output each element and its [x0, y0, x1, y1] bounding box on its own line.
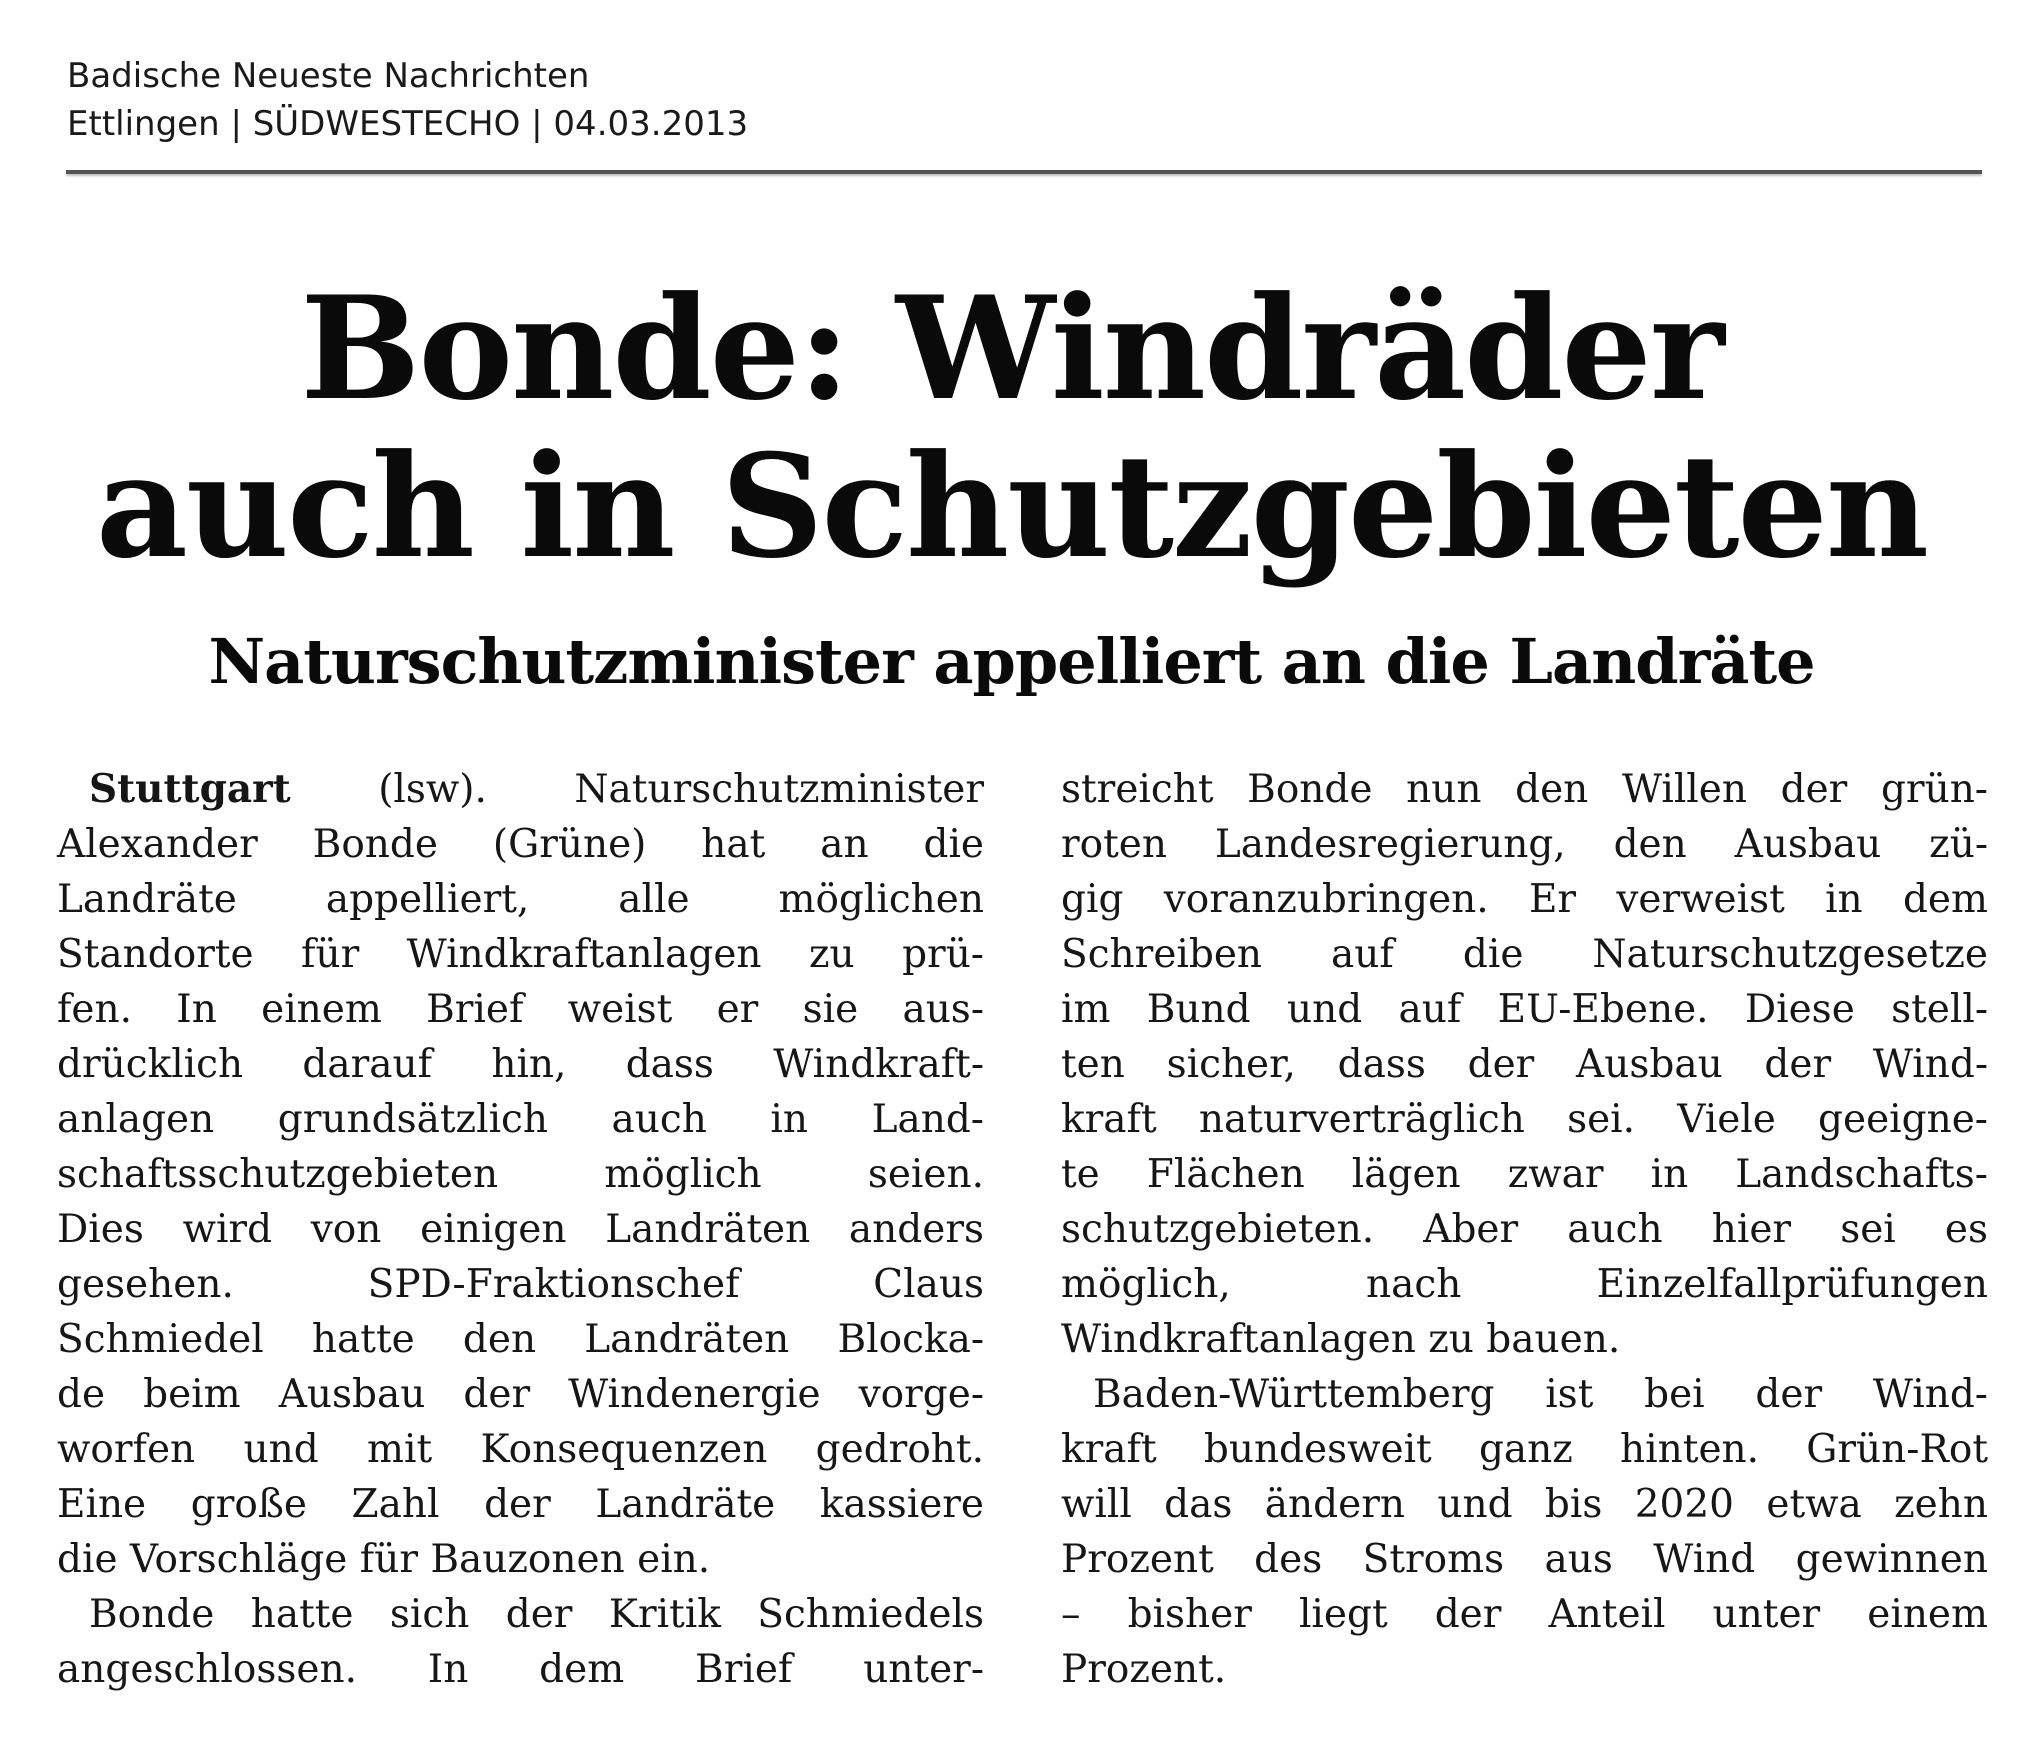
article-column-right [1061, 762, 1988, 1697]
body-line: kraft bundesweit ganz hinten. Grün-Rot [1061, 1427, 1988, 1472]
body-line: drücklich darauf hin, dass Windkraft- [57, 1042, 984, 1087]
source-header [67, 52, 748, 148]
body-line: anlagen grundsätzlich auch in Land- [57, 1097, 984, 1142]
body-line: Schreiben auf die Naturschutzgesetze [1061, 932, 1988, 977]
publication-meta: Ettlingen | SÜDWESTECHO | 04.03.2013 [67, 104, 749, 144]
body-line: angeschlossen. In dem Brief unter- [57, 1647, 984, 1692]
body-line: Dies wird von einigen Landräten anders [57, 1207, 984, 1252]
body-line: fen. In einem Brief weist er sie aus- [57, 987, 984, 1032]
body-line: die Vorschläge für Bauzonen ein. [57, 1537, 711, 1582]
body-line: te Flächen lägen zwar in Landschafts- [1061, 1152, 1988, 1197]
body-line: Prozent des Stroms aus Wind gewinnen [1061, 1537, 1988, 1582]
body-line: möglich, nach Einzelfallprüfungen [1061, 1262, 1988, 1307]
headline-line-1: Bonde: Windräder [300, 266, 1723, 432]
publication-name: Badische Neueste Nachrichten [67, 56, 590, 96]
body-line: gig voranzubringen. Er verweist in dem [1061, 877, 1988, 922]
header-divider [66, 170, 1982, 174]
body-line: Windkraftanlagen zu bauen. [1061, 1317, 1621, 1362]
body-line: kraft naturverträglich sei. Viele geeigne- [1061, 1097, 1988, 1142]
headline [0, 266, 2023, 590]
body-line: Landräte appelliert, alle möglichen [57, 877, 984, 922]
article-column-left [57, 762, 984, 1697]
body-line: ten sicher, dass der Ausbau der Wind- [1061, 1042, 1988, 1087]
body-line: Alexander Bonde (Grüne) hat an die [57, 822, 984, 867]
body-line: Standorte für Windkraftanlagen zu prü- [57, 932, 984, 977]
body-line: Bonde hatte sich der Kritik Schmiedels [89, 1592, 984, 1637]
body-line: schutzgebieten. Aber auch hier sei es [1061, 1207, 1988, 1252]
body-line: de beim Ausbau der Windenergie vorge- [57, 1372, 984, 1417]
headline-line-2: auch in Schutzgebieten [95, 424, 1928, 590]
body-line: – bisher liegt der Anteil unter einem [1061, 1592, 1988, 1637]
body-line: schaftsschutzgebieten möglich seien. [57, 1152, 984, 1197]
body-line: Schmiedel hatte den Landräten Blocka- [57, 1317, 984, 1362]
body-line: Baden-Württemberg ist bei der Wind- [1093, 1372, 1988, 1417]
body-line: roten Landesregierung, den Ausbau zü- [1061, 822, 1988, 867]
body-line: streicht Bonde nun den Willen der grün- [1061, 767, 1988, 812]
body-line: Eine große Zahl der Landräte kassiere [57, 1482, 984, 1527]
dateline: Stuttgart [89, 766, 291, 812]
body-line: Prozent. [1061, 1647, 1227, 1692]
subheadline: Naturschutzminister appelliert an die Landräte [208, 625, 1815, 698]
body-line: gesehen. SPD-Fraktionschef Claus [57, 1262, 984, 1307]
body-line: will das ändern und bis 2020 etwa zehn [1061, 1482, 1988, 1527]
body-line: Stuttgart (lsw). Naturschutzminister [89, 766, 984, 812]
body-line: im Bund und auf EU-Ebene. Diese stell- [1061, 987, 1988, 1032]
body-line: worfen und mit Konsequenzen gedroht. [57, 1427, 984, 1472]
